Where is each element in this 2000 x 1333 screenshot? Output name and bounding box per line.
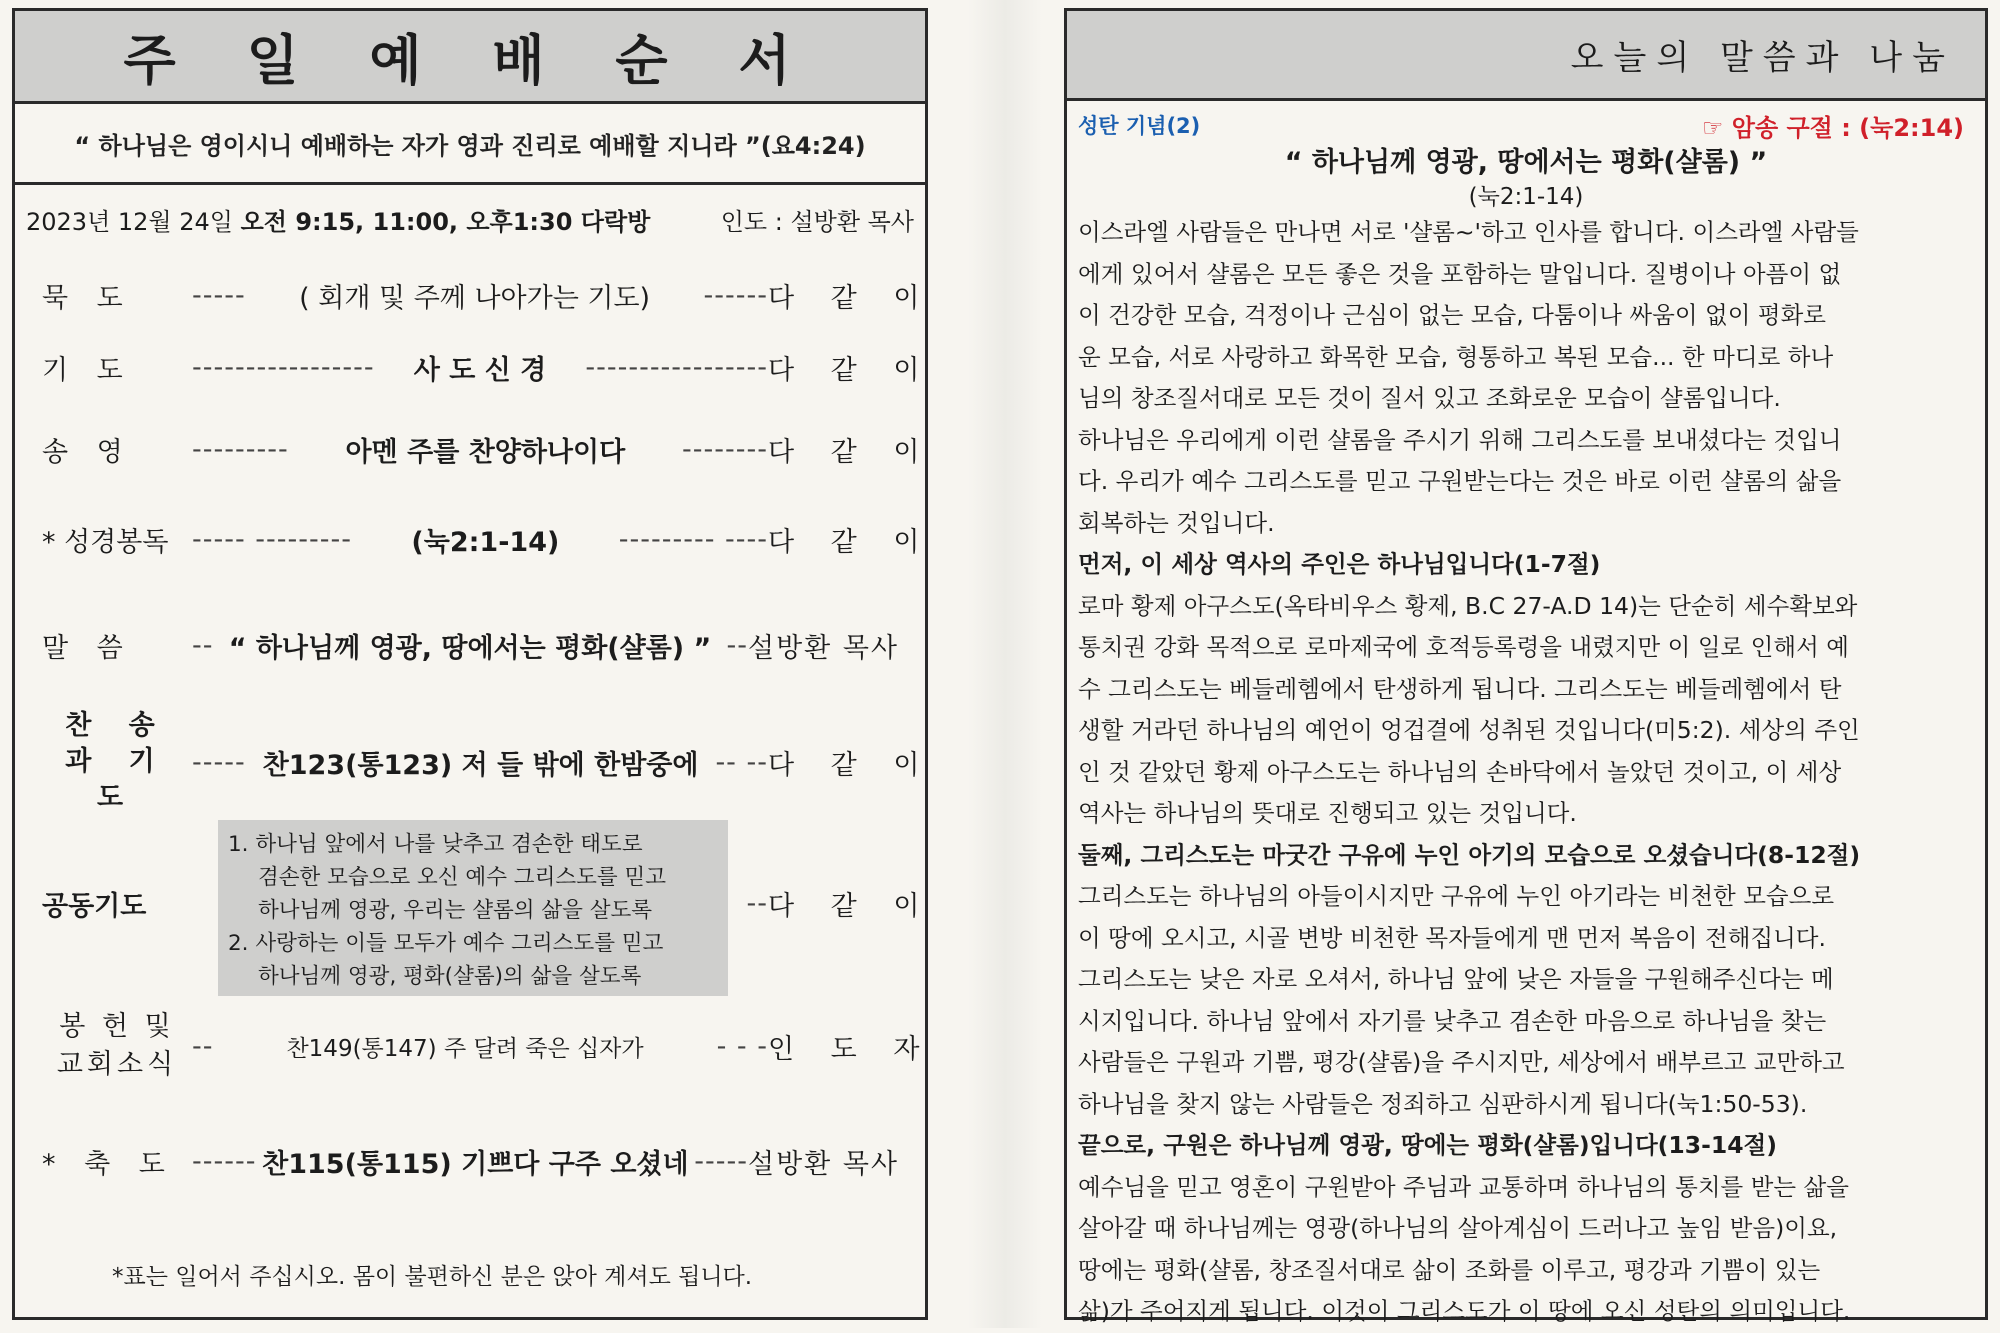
body-line: 생할 거라던 하나님의 예언이 엉겁결에 성취된 것입니다(미5:2). 세상의 주인	[1078, 716, 1860, 744]
order-item-scripture	[42, 520, 934, 559]
dash: -----	[694, 1146, 748, 1177]
order-content: 찬115(통115) 기쁘다 구주 오셨네	[262, 1149, 689, 1180]
order-item-doxology	[42, 430, 934, 469]
page-title: 주 일 예 배 순 서	[123, 28, 817, 92]
dash: -----------------	[192, 352, 375, 383]
order-label: 기 도	[42, 355, 133, 386]
body-line: 그리스도는 낮은 자로 오셔서, 하나님 앞에 낮은 자들을 구원해주신다는 메	[1078, 965, 1834, 993]
worship-order-page	[12, 8, 934, 1320]
order-content: (눅2:1-14)	[411, 527, 560, 558]
dash: -- --	[715, 746, 768, 778]
body-line: 역사는 하나님의 뜻대로 진행되고 있는 것입니다.	[1078, 799, 1577, 827]
body-line: 에게 있어서 샬롬은 모든 좋은 것을 포함하는 말입니다. 질병이나 아픔이 없	[1078, 259, 1842, 288]
page-gutter	[968, 0, 1042, 1328]
order-who: 다 같 이	[768, 527, 934, 558]
dash: --	[192, 1030, 214, 1062]
body-line: 로마 황제 아구스도(옥타비우스 황제, B.C 27-A.D 14)는 단순히 세수확보와	[1078, 591, 1858, 620]
body-line: 통치권 강화 목적으로 로마제국에 호적등록령을 내렸지만 이 일로 인해서 예	[1078, 633, 1849, 661]
service-datetime	[26, 202, 650, 237]
service-leader: 인도 : 설방환 목사	[720, 208, 914, 236]
body-line: 예수님을 믿고 영혼이 구원받아 주님과 교통하며 하나님의 통치를 받는 삶을	[1078, 1172, 1849, 1201]
prayer-line: 겸손한 모습으로 오신 예수 그리스도를 믿고	[258, 865, 667, 890]
dash: ------	[192, 1146, 257, 1177]
order-item-silent-prayer	[42, 276, 934, 315]
order-who: 다 같 이	[768, 355, 934, 386]
dash: ---------	[192, 434, 289, 465]
section-heading: 둘째, 그리스도는 마굿간 구유에 누인 아기의 모습으로 오셨습니다(8-12절)	[1078, 840, 1861, 869]
common-prayer-box	[218, 820, 728, 996]
sermon-title: “ 하나님께 영광, 땅에서는 평화(샬롬) ”	[1284, 147, 1768, 178]
body-line: 수 그리스도는 베들레헴에서 탄생하게 됩니다. 그리스도는 베들레헴에서 탄	[1078, 674, 1842, 703]
order-content: 찬149(통147) 주 달려 죽은 십자가	[286, 1035, 644, 1062]
order-label: * 성경봉독	[42, 527, 169, 558]
dash: --	[192, 630, 214, 661]
title-band	[15, 11, 925, 104]
order-who: 설방환 목사	[748, 633, 899, 664]
body-line: 이 땅에 오시고, 시골 변방 비천한 목자들에게 맨 먼저 복음이 전해집니다.	[1078, 923, 1826, 952]
order-content: “ 하나님께 영광, 땅에서는 평화(샬롬) ”	[228, 633, 712, 664]
dash: -----------------	[585, 352, 768, 383]
order-item-benediction	[42, 1142, 898, 1181]
order-who: 다 같 이	[768, 437, 934, 468]
page-header-title: 오늘의 말씀과 나눔	[1570, 38, 1955, 78]
order-label: 송 영	[42, 437, 133, 468]
series-tag: 성탄 기념(2)	[1078, 114, 1201, 138]
prayer-line: 하나님께 영광, 평화(샬롬)의 삶을 살도록	[258, 964, 642, 989]
order-content: 아멘 주를 찬양하나이다	[345, 437, 626, 468]
dash: - - -	[716, 1030, 768, 1062]
body-line: 하나님을 찾지 않는 사람들은 정죄하고 심판하시게 됩니다(눅1:50-53).	[1078, 1089, 1808, 1118]
order-who: 설방환 목사	[748, 1149, 899, 1180]
order-label: 공동기도	[42, 891, 147, 922]
order-item-offering	[42, 1008, 934, 1084]
order-who: 다 같 이	[768, 749, 934, 781]
prayer-line: 2. 사랑하는 이들 모두가 예수 그리스도를 믿고	[228, 931, 664, 956]
service-date: 2023년 12월 24일	[26, 208, 233, 236]
theme-verse: “ 하나님은 영이시니 예배하는 자가 영과 진리로 예배할 지니라 ”(요4:24)	[15, 104, 925, 185]
dash: ----- ---------	[192, 524, 352, 555]
body-line: 인 것 같았던 황제 아구스도는 하나님의 손바닥에서 놀았던 것이고, 이 세상	[1078, 757, 1842, 786]
section-heading: 끝으로, 구원은 하나님께 영광, 땅에는 평화(샬롬)입니다(13-14절)	[1078, 1131, 1778, 1159]
body-line: 삶)가 주어지게 됩니다. 이것이 그리스도가 이 땅에 오신 성탄의 의미입니다.	[1078, 1297, 1851, 1325]
dash: -----	[192, 746, 246, 778]
section-heading: 먼저, 이 세상 역사의 주인은 하나님입니다(1-7절)	[1078, 550, 1601, 578]
sermon-body	[1078, 212, 1972, 1333]
body-line: 이 건강한 모습, 걱정이나 근심이 없는 모습, 다툼이나 싸움이 없이 평화로	[1078, 301, 1826, 329]
order-content: 사 도 신 경	[413, 355, 547, 386]
prayer-line: 1. 하나님 앞에서 나를 낮추고 겸손한 태도로	[228, 832, 643, 857]
order-content: 찬123(통123) 저 들 밖에 한밤중에	[262, 749, 699, 781]
order-who: 인 도 자	[768, 1033, 934, 1065]
footnote: *표는 일어서 주십시오. 몸이 불편하신 분은 앉아 계셔도 됩니다.	[112, 1264, 753, 1290]
order-item-hymn-prayer	[42, 708, 934, 816]
body-line: 하나님은 우리에게 이런 샬롬을 주시기 위해 그리스도를 보내셨다는 것입니	[1078, 425, 1842, 454]
header-band	[1067, 11, 1985, 101]
body-line: 시지입니다. 하나님 앞에서 자기를 낮추고 겸손한 마음으로 하나님을 찾는	[1078, 1006, 1827, 1035]
body-line: 살아갈 때 하나님께는 영광(하나님의 살아계심이 드러나고 높임 받음)이요,	[1078, 1214, 1838, 1242]
body-line: 이스라엘 사람들은 만나면 서로 '샬롬~'하고 인사를 합니다. 이스라엘 사람들	[1078, 218, 1859, 246]
body-line: 그리스도는 하나님의 아들이시지만 구유에 누인 아기라는 비천한 모습으로	[1078, 882, 1835, 910]
dash: --	[746, 888, 768, 919]
dash: -----	[192, 280, 246, 311]
order-who: 다 같 이	[768, 283, 934, 314]
service-info	[26, 202, 914, 237]
sermon-page	[1064, 8, 1988, 1325]
order-label: 봉 헌 및 교회소식	[56, 1011, 178, 1080]
order-who: 다 같 이	[768, 891, 934, 922]
body-line: 운 모습, 서로 사랑하고 화목한 모습, 형통하고 복된 모습... 한 마디로 하나	[1078, 342, 1834, 371]
body-line: 님의 창조질서대로 모든 것이 질서 있고 조화로운 모습이 샬롬입니다.	[1078, 384, 1781, 412]
dash: ------	[703, 280, 768, 311]
order-label: 묵 도	[42, 283, 133, 314]
dash: --------- ----	[618, 524, 768, 555]
order-label: 말 씀	[42, 633, 133, 664]
dash: --	[726, 630, 748, 661]
service-times: 오전 9:15, 11:00, 오후1:30 다락방	[240, 208, 651, 236]
dash: --------	[682, 434, 768, 465]
memory-verse: ☞ 암송 구절 : (눅2:14)	[1701, 114, 1964, 142]
order-label: 찬 송 과 기 도	[65, 710, 169, 813]
prayer-line: 하나님께 영광, 우리는 샬롬의 삶을 살도록	[258, 898, 653, 923]
order-item-prayer	[42, 348, 934, 387]
body-line: 다. 우리가 예수 그리스도를 믿고 구원받는다는 것은 바로 이런 샬롬의 삶을	[1078, 467, 1842, 495]
body-line: 사람들은 구원과 기쁨, 평강(샬롬)을 주시지만, 세상에서 배부르고 교만하고	[1078, 1048, 1845, 1076]
body-line: 회복하는 것입니다.	[1078, 508, 1275, 537]
order-item-sermon	[42, 626, 898, 665]
order-label: * 축 도	[42, 1149, 175, 1180]
order-content: ( 회개 및 주께 나아가는 기도)	[299, 283, 651, 314]
sermon-reference: (눅2:1-14)	[1468, 184, 1584, 210]
body-line: 땅에는 평화(샬롬, 창조질서대로 삶이 조화를 이루고, 평강과 기쁨이 있는	[1078, 1255, 1821, 1284]
